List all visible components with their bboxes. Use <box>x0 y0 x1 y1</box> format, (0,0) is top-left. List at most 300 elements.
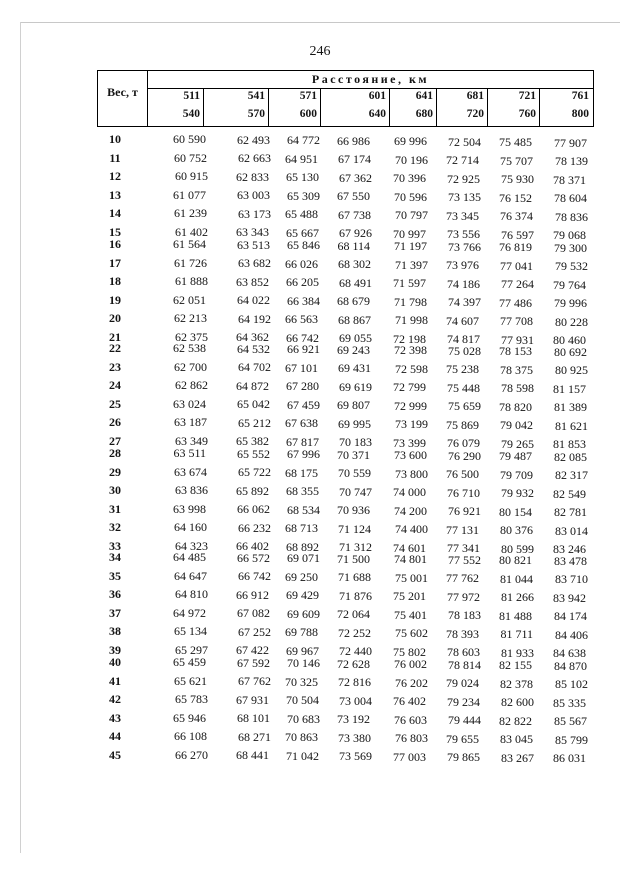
value-cell: 81 853 <box>553 437 586 452</box>
value-cell: 82 155 <box>499 658 532 673</box>
value-cell: 77 907 <box>554 135 587 150</box>
value-cell: 81 266 <box>501 590 534 605</box>
value-cell: 68 355 <box>286 484 319 499</box>
table-row <box>0 255 640 274</box>
value-cell: 73 556 <box>447 227 480 242</box>
value-cell: 77 041 <box>500 258 533 273</box>
value-cell: 71 597 <box>393 276 426 291</box>
value-cell: 63 003 <box>237 188 270 203</box>
value-cell: 79 655 <box>446 731 479 746</box>
page-number: 246 <box>309 44 331 59</box>
value-cell: 85 102 <box>555 677 588 692</box>
value-cell: 70 936 <box>337 503 370 518</box>
weight-cell: 26 <box>109 415 121 429</box>
value-cell: 70 863 <box>285 730 318 745</box>
distance-header: Расстояние, км <box>148 71 593 89</box>
value-cell: 72 999 <box>394 398 427 413</box>
value-cell: 75 869 <box>446 417 479 432</box>
value-cell: 63 682 <box>238 256 271 271</box>
table-row <box>0 520 640 538</box>
table-row <box>0 655 640 673</box>
value-cell: 61 239 <box>174 206 207 220</box>
table-row <box>0 501 640 520</box>
value-cell: 64 532 <box>237 341 270 356</box>
value-cell: 83 014 <box>555 523 588 538</box>
value-cell: 78 603 <box>447 645 480 660</box>
weight-cell: 10 <box>109 132 121 146</box>
value-cell: 82 781 <box>554 505 587 520</box>
range-header-6 <box>437 89 488 126</box>
value-cell: 80 460 <box>553 333 586 348</box>
table-row <box>0 587 640 605</box>
value-cell: 67 459 <box>287 397 320 412</box>
value-cell: 73 199 <box>395 417 428 432</box>
value-cell: 74 397 <box>448 295 481 310</box>
value-cell: 68 679 <box>337 294 370 309</box>
value-cell: 69 055 <box>339 331 372 346</box>
value-cell: 65 552 <box>237 446 270 461</box>
value-cell: 68 175 <box>285 465 318 480</box>
weight-cell: 35 <box>109 568 121 583</box>
range-header-8 <box>540 89 592 126</box>
table-row <box>0 464 640 483</box>
value-cell: 68 441 <box>236 748 269 763</box>
value-cell: 66 026 <box>285 256 318 271</box>
value-cell: 65 722 <box>238 465 271 480</box>
range-header-1 <box>148 89 204 126</box>
value-cell: 82 549 <box>553 486 586 501</box>
value-cell: 61 077 <box>173 187 206 202</box>
value-cell: 65 488 <box>285 207 318 222</box>
weight-cell: 11 <box>109 150 121 165</box>
value-cell: 64 362 <box>236 330 269 345</box>
weight-cell: 31 <box>109 501 121 516</box>
value-cell: 65 946 <box>173 710 206 725</box>
value-cell: 76 710 <box>447 485 480 500</box>
table-row <box>0 747 640 766</box>
table-row <box>0 692 640 710</box>
value-cell: 64 192 <box>238 311 271 326</box>
table-row <box>0 206 640 224</box>
value-cell: 62 663 <box>238 151 271 166</box>
value-cell: 73 192 <box>337 712 370 727</box>
value-cell: 71 998 <box>395 313 428 328</box>
value-cell: 69 431 <box>338 361 371 376</box>
range-from: 721 <box>518 90 536 102</box>
value-cell: 69 429 <box>286 588 319 603</box>
value-cell: 84 174 <box>554 609 587 624</box>
value-cell: 74 801 <box>394 552 427 567</box>
table-row <box>0 673 640 692</box>
value-cell: 74 607 <box>446 313 479 328</box>
value-cell: 79 024 <box>446 676 479 691</box>
range-header-5 <box>390 89 437 126</box>
value-cell: 75 028 <box>448 343 481 358</box>
weight-cell: 27 <box>109 433 121 448</box>
weight-cell: 28 <box>109 446 121 460</box>
value-cell: 67 550 <box>337 189 370 204</box>
value-cell: 64 872 <box>236 378 269 393</box>
weight-cell: 14 <box>109 206 121 220</box>
value-cell: 71 197 <box>394 239 427 254</box>
range-from: 641 <box>415 90 433 102</box>
value-cell: 63 173 <box>238 206 271 221</box>
value-cell: 75 448 <box>447 380 480 395</box>
value-cell: 70 146 <box>287 656 320 671</box>
value-cell: 66 205 <box>286 275 319 290</box>
value-cell: 80 154 <box>499 504 532 519</box>
value-cell: 65 667 <box>286 225 319 240</box>
table-row <box>0 624 640 642</box>
value-cell: 61 402 <box>175 224 208 239</box>
value-cell: 67 362 <box>339 170 372 185</box>
table-row <box>0 550 640 568</box>
range-header-2 <box>204 89 269 126</box>
value-cell: 78 139 <box>555 154 588 169</box>
value-cell: 63 674 <box>174 464 207 479</box>
value-cell: 76 402 <box>393 694 426 709</box>
value-cell: 71 312 <box>339 540 372 555</box>
value-cell: 68 534 <box>287 502 320 517</box>
table-row <box>0 311 640 329</box>
value-cell: 67 817 <box>286 434 319 449</box>
value-cell: 65 297 <box>175 642 208 657</box>
value-cell: 80 376 <box>500 523 533 538</box>
range-to: 540 <box>182 108 200 120</box>
value-cell: 66 384 <box>287 293 320 308</box>
weight-cell: 45 <box>109 747 121 762</box>
table-row <box>0 710 640 729</box>
value-cell: 65 134 <box>174 624 207 638</box>
value-cell: 77 131 <box>446 522 479 537</box>
value-cell: 72 198 <box>393 331 426 346</box>
value-cell: 80 821 <box>499 553 532 568</box>
range-to: 640 <box>368 108 386 120</box>
value-cell: 69 788 <box>285 625 318 640</box>
value-cell: 70 504 <box>286 693 319 708</box>
weight-cell: 34 <box>109 550 121 564</box>
value-cell: 62 213 <box>174 311 207 325</box>
value-cell: 68 867 <box>338 312 371 327</box>
weight-cell: 15 <box>109 224 121 239</box>
value-cell: 66 572 <box>237 550 270 565</box>
value-cell: 76 002 <box>394 657 427 672</box>
value-cell: 79 042 <box>500 418 533 433</box>
value-cell: 61 726 <box>174 255 207 270</box>
value-cell: 83 478 <box>554 553 587 568</box>
range-from: 601 <box>368 90 386 102</box>
value-cell: 66 232 <box>238 520 271 535</box>
value-cell: 75 707 <box>500 153 533 168</box>
value-cell: 66 742 <box>286 330 319 345</box>
value-cell: 77 486 <box>499 295 532 310</box>
value-cell: 84 870 <box>554 658 587 673</box>
value-cell: 72 816 <box>338 675 371 690</box>
value-cell: 70 196 <box>395 152 428 167</box>
value-cell: 81 621 <box>555 418 588 433</box>
value-cell: 81 044 <box>500 571 533 586</box>
value-cell: 76 819 <box>499 240 532 255</box>
value-cell: 66 986 <box>337 133 370 148</box>
value-cell: 69 995 <box>338 416 371 431</box>
value-cell: 79 444 <box>448 713 481 728</box>
value-cell: 68 892 <box>286 539 319 554</box>
value-cell: 66 402 <box>236 539 269 554</box>
value-cell: 62 538 <box>173 341 206 355</box>
value-cell: 67 931 <box>236 692 269 707</box>
table-row <box>0 274 640 292</box>
value-cell: 72 925 <box>447 171 480 186</box>
weight-cell: 19 <box>109 292 121 307</box>
value-cell: 79 865 <box>447 750 480 765</box>
value-cell: 72 799 <box>393 380 426 395</box>
value-cell: 77 552 <box>448 552 481 567</box>
value-cell: 75 659 <box>448 399 481 414</box>
value-cell: 62 375 <box>175 329 208 344</box>
weight-cell: 37 <box>109 605 121 620</box>
value-cell: 65 846 <box>287 238 320 253</box>
value-cell: 70 325 <box>285 674 318 689</box>
range-to: 760 <box>518 108 536 120</box>
value-cell: 83 267 <box>501 750 534 765</box>
value-cell: 66 742 <box>238 569 271 584</box>
value-cell: 73 345 <box>446 208 479 223</box>
value-cell: 72 504 <box>448 134 481 149</box>
value-cell: 66 921 <box>287 342 320 357</box>
value-cell: 73 800 <box>395 466 428 481</box>
value-cell: 64 022 <box>237 293 270 308</box>
value-cell: 82 378 <box>500 676 533 691</box>
value-cell: 71 124 <box>338 521 371 536</box>
value-cell: 74 186 <box>447 276 480 291</box>
value-cell: 65 621 <box>174 673 207 688</box>
value-cell: 78 371 <box>553 172 586 187</box>
value-cell: 69 967 <box>286 643 319 658</box>
value-cell: 73 135 <box>448 190 481 205</box>
value-cell: 76 803 <box>395 731 428 746</box>
value-cell: 76 152 <box>499 190 532 205</box>
table-row <box>0 446 640 464</box>
value-cell: 75 238 <box>446 362 479 377</box>
value-cell: 70 371 <box>337 447 370 462</box>
value-cell: 77 341 <box>447 541 480 556</box>
value-cell: 69 243 <box>337 342 370 357</box>
value-cell: 79 234 <box>447 694 480 709</box>
value-cell: 71 688 <box>338 570 371 585</box>
range-from: 541 <box>247 90 265 102</box>
table-row <box>0 568 640 587</box>
value-cell: 71 500 <box>337 551 370 566</box>
value-cell: 80 228 <box>555 314 588 329</box>
value-cell: 66 912 <box>236 587 269 602</box>
weight-cell: 12 <box>109 169 121 183</box>
weight-cell: 18 <box>109 274 121 288</box>
value-cell: 79 487 <box>499 449 532 464</box>
value-cell: 65 459 <box>173 655 206 669</box>
value-cell: 61 564 <box>173 237 206 251</box>
value-cell: 62 700 <box>174 359 207 374</box>
value-cell: 63 343 <box>236 225 269 240</box>
weight-cell: 21 <box>109 329 121 344</box>
value-cell: 84 406 <box>555 627 588 642</box>
table-row <box>0 483 640 501</box>
value-cell: 64 772 <box>287 133 320 148</box>
value-cell: 75 485 <box>499 135 532 150</box>
value-cell: 77 931 <box>501 332 534 347</box>
value-cell: 75 930 <box>501 172 534 187</box>
value-cell: 62 493 <box>237 132 270 147</box>
weight-cell: 44 <box>109 729 121 743</box>
value-cell: 65 892 <box>236 483 269 498</box>
value-cell: 82 822 <box>499 713 532 728</box>
value-cell: 63 024 <box>173 396 206 411</box>
weight-cell: 17 <box>109 255 121 270</box>
value-cell: 71 798 <box>394 294 427 309</box>
value-cell: 70 559 <box>338 466 371 481</box>
value-cell: 76 603 <box>394 712 427 727</box>
weight-cell: 22 <box>109 341 121 355</box>
value-cell: 65 042 <box>237 397 270 412</box>
value-cell: 76 500 <box>446 467 479 482</box>
value-cell: 64 485 <box>173 550 206 564</box>
value-cell: 82 085 <box>554 449 587 464</box>
value-cell: 80 692 <box>554 344 587 359</box>
value-cell: 68 491 <box>339 275 372 290</box>
value-cell: 72 628 <box>337 656 370 671</box>
value-cell: 70 797 <box>395 208 428 223</box>
value-cell: 67 252 <box>238 624 271 639</box>
value-cell: 81 157 <box>553 381 586 396</box>
value-cell: 72 252 <box>338 625 371 640</box>
value-cell: 74 000 <box>393 485 426 500</box>
value-cell: 73 399 <box>393 435 426 450</box>
value-cell: 85 567 <box>554 714 587 729</box>
weight-cell: 39 <box>109 642 121 657</box>
value-cell: 69 071 <box>287 551 320 566</box>
weight-cell: 30 <box>109 483 121 497</box>
value-cell: 66 563 <box>285 312 318 327</box>
value-cell: 74 817 <box>447 332 480 347</box>
value-cell: 65 382 <box>236 434 269 449</box>
value-cell: 79 996 <box>554 296 587 311</box>
value-cell: 69 807 <box>337 398 370 413</box>
value-cell: 70 997 <box>393 226 426 241</box>
value-cell: 65 212 <box>238 415 271 430</box>
value-cell: 61 888 <box>175 274 208 288</box>
range-header-4 <box>321 89 390 126</box>
value-cell: 63 187 <box>174 415 207 429</box>
value-cell: 60 752 <box>174 150 207 165</box>
value-cell: 65 309 <box>287 188 320 203</box>
value-cell: 79 764 <box>553 277 586 292</box>
value-cell: 73 766 <box>448 239 481 254</box>
value-cell: 67 738 <box>338 207 371 222</box>
weight-column-header: Вес, т <box>98 71 148 126</box>
value-cell: 62 833 <box>236 169 269 184</box>
table-row <box>0 359 640 378</box>
value-cell: 67 762 <box>238 674 271 689</box>
table-row <box>0 415 640 433</box>
value-cell: 66 270 <box>175 747 208 762</box>
value-cell: 68 713 <box>285 521 318 536</box>
value-cell: 73 380 <box>338 730 371 745</box>
range-header-3 <box>269 89 321 126</box>
value-cell: 63 513 <box>237 237 270 252</box>
table-row <box>0 341 640 359</box>
value-cell: 77 264 <box>501 277 534 292</box>
scan-edge-top <box>20 22 620 23</box>
value-cell: 65 783 <box>175 692 208 706</box>
value-cell: 76 374 <box>500 209 533 224</box>
value-cell: 81 933 <box>501 645 534 660</box>
value-cell: 84 638 <box>553 646 586 661</box>
table-row <box>0 150 640 169</box>
table-row <box>0 729 640 747</box>
value-cell: 85 335 <box>553 695 586 710</box>
weight-cell: 29 <box>109 464 121 479</box>
value-cell: 78 814 <box>448 657 481 672</box>
value-cell: 72 440 <box>339 644 372 659</box>
value-cell: 72 714 <box>446 153 479 168</box>
value-cell: 81 711 <box>500 627 533 642</box>
value-cell: 80 599 <box>501 541 534 556</box>
value-cell: 82 600 <box>501 695 534 710</box>
value-cell: 72 064 <box>337 607 370 622</box>
weight-cell: 33 <box>109 538 121 553</box>
value-cell: 67 996 <box>287 447 320 462</box>
value-cell: 60 915 <box>175 169 208 183</box>
value-cell: 77 003 <box>393 749 426 764</box>
value-cell: 64 702 <box>238 360 271 375</box>
value-cell: 83 942 <box>553 590 586 605</box>
value-cell: 67 174 <box>338 152 371 167</box>
range-to: 680 <box>415 108 433 120</box>
value-cell: 64 810 <box>175 587 208 601</box>
weight-cell: 36 <box>109 587 121 601</box>
value-cell: 66 062 <box>237 502 270 517</box>
value-cell: 69 996 <box>394 134 427 149</box>
value-cell: 79 300 <box>554 240 587 255</box>
value-cell: 75 201 <box>393 589 426 604</box>
value-cell: 78 836 <box>555 209 588 224</box>
value-cell: 64 647 <box>174 568 207 583</box>
weight-cell: 24 <box>109 378 121 392</box>
value-cell: 79 709 <box>500 467 533 482</box>
value-cell: 63 852 <box>236 274 269 289</box>
value-cell: 63 836 <box>175 483 208 497</box>
value-cell: 75 401 <box>394 607 427 622</box>
value-cell: 83 246 <box>553 542 586 557</box>
range-to: 570 <box>247 108 265 120</box>
weight-cell: 42 <box>109 692 121 706</box>
value-cell: 70 396 <box>393 171 426 186</box>
value-cell: 83 045 <box>500 732 533 747</box>
value-cell: 68 114 <box>337 238 370 253</box>
value-cell: 75 602 <box>395 626 428 641</box>
value-cell: 75 001 <box>395 570 428 585</box>
value-cell: 67 592 <box>237 655 270 670</box>
value-cell: 68 271 <box>238 729 271 744</box>
range-from: 761 <box>571 90 589 102</box>
value-cell: 78 183 <box>448 608 481 623</box>
value-cell: 60 590 <box>173 132 206 146</box>
value-cell: 72 398 <box>394 343 427 358</box>
range-to: 800 <box>571 108 589 120</box>
weight-cell: 43 <box>109 710 121 725</box>
value-cell: 78 820 <box>499 399 532 414</box>
range-from: 511 <box>183 90 200 102</box>
value-cell: 67 280 <box>286 379 319 394</box>
